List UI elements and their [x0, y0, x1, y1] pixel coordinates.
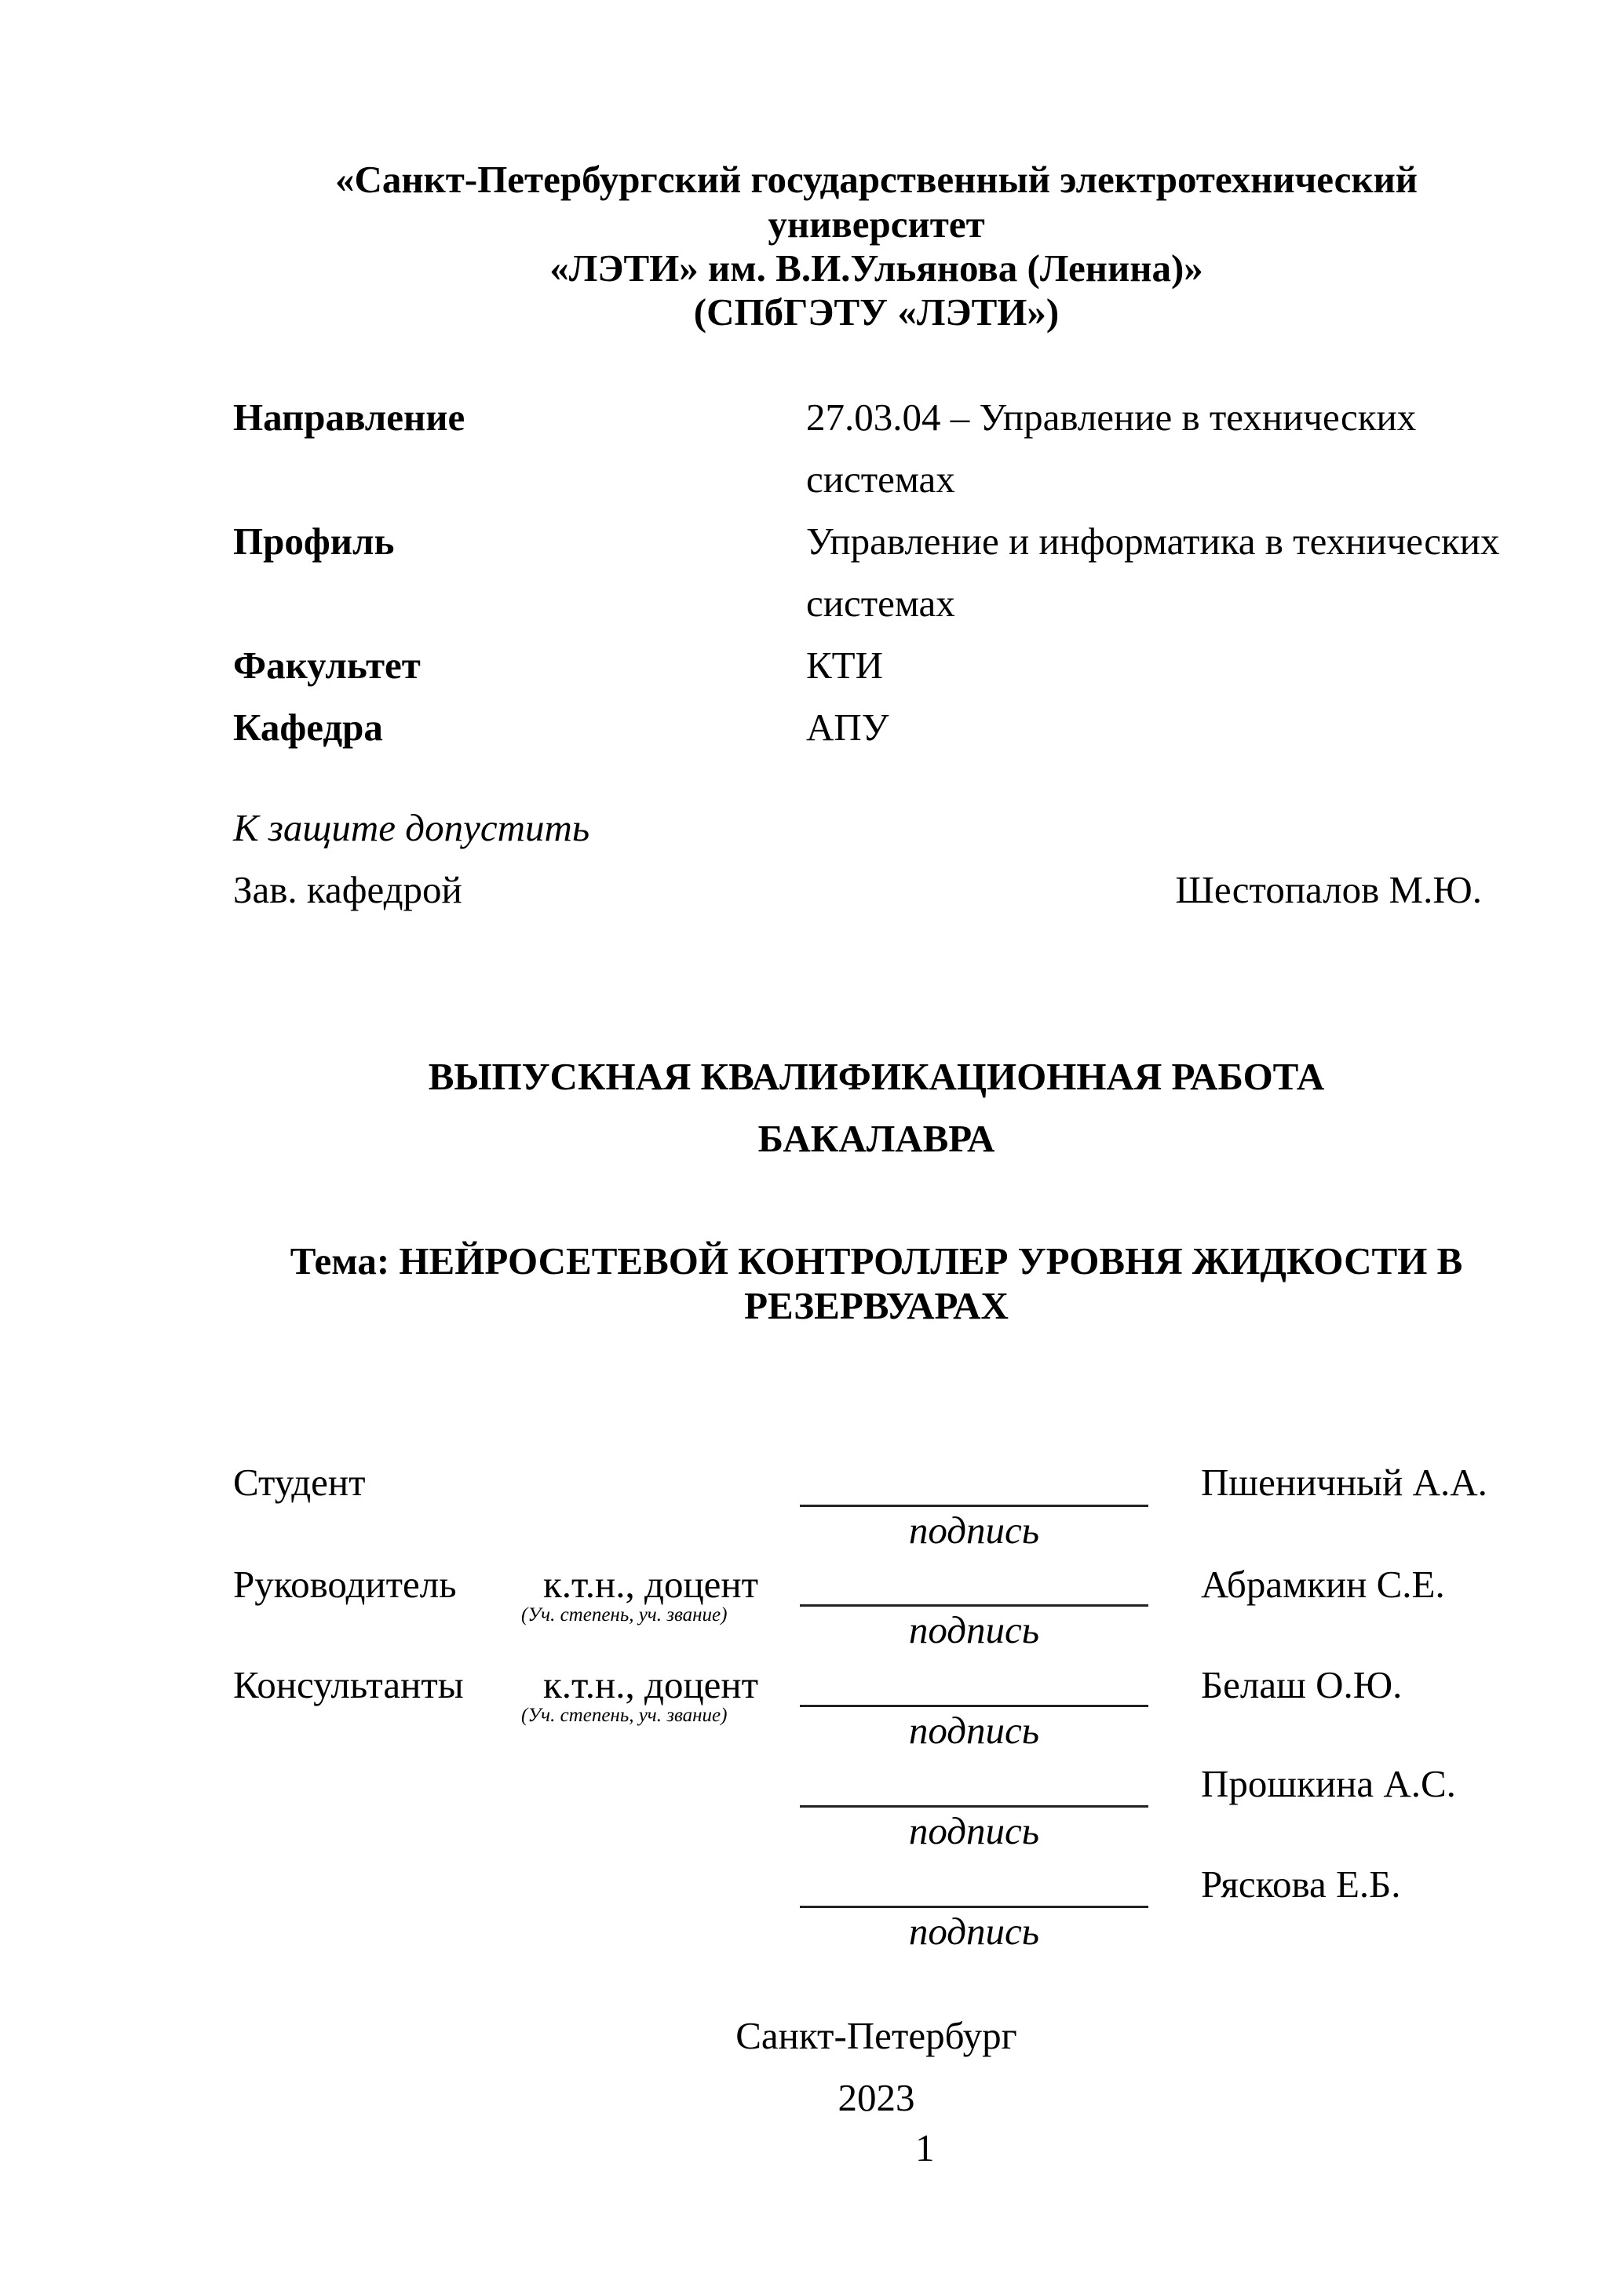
- supervisor-signature-line: [800, 1604, 1148, 1607]
- consultant-name: Белаш О.Ю.: [1201, 1663, 1403, 1706]
- consultant-name: Ряскова Е.Б.: [1201, 1863, 1401, 1906]
- direction-value: 27.03.04 – Управление в технических: [806, 396, 1417, 439]
- consultant-signature-line: [800, 1906, 1148, 1908]
- student-label: Студент: [233, 1461, 366, 1504]
- university-abbreviation: (СПбГЭТУ «ЛЭТИ»): [693, 290, 1060, 334]
- direction-value-cont: системах: [806, 458, 955, 501]
- topic-line-1: Тема: НЕЙРОСЕТЕВОЙ КОНТРОЛЛЕР УРОВНЯ ЖИДКОСТИ В: [290, 1239, 1463, 1282]
- profile-label: Профиль: [233, 520, 395, 563]
- admission-label: К защите допустить: [233, 806, 590, 849]
- signature-caption: подпись: [908, 1509, 1040, 1552]
- faculty-label: Факультет: [233, 644, 421, 687]
- student-signature-line: [800, 1505, 1148, 1507]
- signature-caption: подпись: [908, 1608, 1040, 1651]
- head-of-department-name: Шестопалов М.Ю.: [1175, 868, 1482, 911]
- city: Санкт-Петербург: [735, 2014, 1017, 2057]
- profile-value: Управление и информатика в технических: [806, 520, 1500, 563]
- signature-caption: подпись: [908, 1809, 1040, 1852]
- work-title-line-2: БАКАЛАВРА: [757, 1117, 995, 1160]
- profile-value-cont: системах: [806, 582, 955, 625]
- direction-label: Направление: [233, 396, 465, 439]
- page-number: 1: [915, 2126, 935, 2169]
- consultant-signature-line: [800, 1705, 1148, 1707]
- work-title-line-1: ВЫПУСКНАЯ КВАЛИФИКАЦИОННАЯ РАБОТА: [428, 1055, 1325, 1098]
- consultants-label: Консультанты: [233, 1663, 464, 1706]
- head-of-department-label: Зав. кафедрой: [233, 868, 462, 911]
- department-label: Кафедра: [233, 706, 383, 749]
- signature-caption: подпись: [908, 1709, 1040, 1752]
- department-value: АПУ: [806, 706, 889, 749]
- degree-caption: (Уч. степень, уч. звание): [521, 1604, 728, 1625]
- university-name-line-3: «ЛЭТИ» им. В.И.Ульянова (Ленина)»: [549, 246, 1203, 290]
- student-name: Пшеничный А.А.: [1201, 1461, 1487, 1504]
- signature-caption: подпись: [908, 1910, 1040, 1953]
- university-name-line-1: «Санкт-Петербургский государственный электротехнический: [334, 158, 1418, 201]
- consultant-signature-line: [800, 1805, 1148, 1808]
- consultant-name: Прошкина А.С.: [1201, 1762, 1456, 1805]
- supervisor-degree: к.т.н., доцент: [543, 1563, 759, 1606]
- degree-caption: (Уч. степень, уч. звание): [521, 1705, 728, 1726]
- university-name-line-2: университет: [768, 202, 985, 246]
- supervisor-label: Руководитель: [233, 1563, 457, 1606]
- year: 2023: [838, 2076, 915, 2119]
- supervisor-name: Абрамкин С.Е.: [1201, 1563, 1445, 1606]
- topic-line-2: РЕЗЕРВУАРАХ: [744, 1284, 1009, 1327]
- consultant-degree: к.т.н., доцент: [543, 1663, 759, 1706]
- faculty-value: КТИ: [806, 644, 883, 687]
